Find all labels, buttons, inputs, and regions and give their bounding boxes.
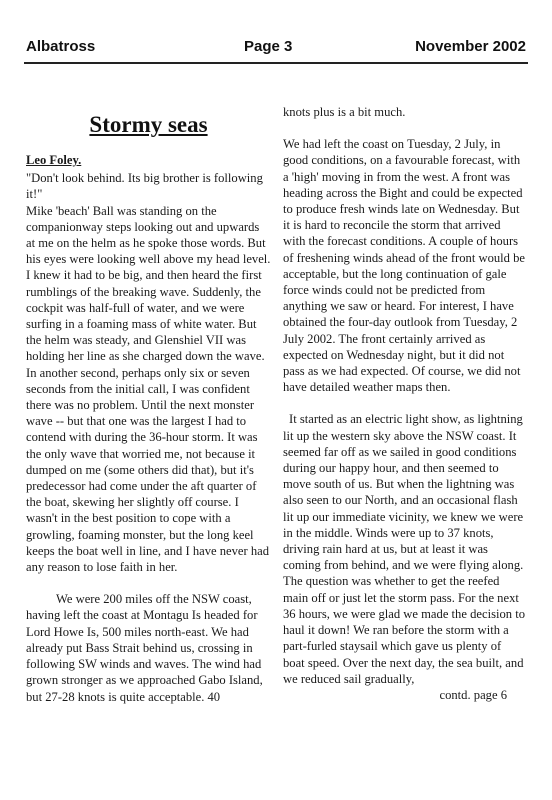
issue-date: November 2002 bbox=[415, 38, 526, 55]
page-number: Page 3 bbox=[244, 38, 293, 55]
article-author: Leo Foley. bbox=[26, 153, 82, 167]
paragraph-wave: Mike 'beach' Ball was standing on the companionway steps looking out and upwards at me on the helm as he spoke those words. But his eyes were looking well above my head level. I knew it had to be big, and then heard the first rumblings of the breaking wave. Suddenly, the cockpit was half-full of water, and we were surfing in a foaming mass of white water. But the helm was steady, and Glenshiel VII was holding her line as she charged down the wave. In another second, perhaps only six or seven seconds from the initial call, I was confident there was no problem. Until the next monster wave -- but that one was the largest I had to contend with during the 36-hour storm. It was the only wave that worried me, not because it dumped on me (some others did that), but it's predecessor had come under the aft quarter of the boat, skewing her slightly off course. I wasn't in the best position to cope with a growling, foaming monster, but the long keel keeps the boat well in line, and I have never had any reason to lose faith in her. bbox=[26, 203, 271, 575]
paragraph-gap bbox=[283, 395, 525, 411]
page-header bbox=[26, 38, 526, 60]
paragraph-gap bbox=[283, 120, 525, 136]
left-column bbox=[26, 112, 271, 705]
right-column bbox=[283, 104, 525, 703]
publication-name: Albatross bbox=[26, 38, 96, 55]
paragraph-voyage: We were 200 miles off the NSW coast, having left the coast at Montagu Is headed for Lord Howe Is, 500 miles north-east. We had already put Bass Strait behind us, crossing in following SW winds and waves. The wind had grown stronger as we approached Gabo Island, but 27-28 knots is quite acceptable. 40 bbox=[26, 592, 263, 704]
paragraph-storm: It started as an electric light show, as lightning lit up the western sky above the NSW coast. It seemed far off as we sailed in good conditions during our happy hour, and then seemed to move south of us. But when the lightning was also seen to our North, and an occasional flash lit up our immediate vicinity, we knew we were in the middle. Winds were up to 37 knots, driving rain hard at us, but at least it was coming from behind, and we were flying along. The question was whether to get the reefed main off or just let the storm pass. For the next 36 hours, we were glad we made the decision to haul it down! We ran before the storm with a part-furled staysail which gave us plenty of boat speed. Over the next day, the sea built, and we reduced sail gradually, bbox=[283, 412, 526, 686]
header-rule bbox=[24, 62, 528, 64]
article-title: Stormy seas bbox=[89, 112, 208, 137]
paragraph-quote: "Don't look behind. Its big brother is following it!" bbox=[26, 171, 263, 202]
paragraph-forecast: We had left the coast on Tuesday, 2 July, in good conditions, on a favourable forecast, with a 'high' moving in from the west. A front was heading across the Bight and could be expected to produce fresh winds late on Wednesday. But it is hard to reconcile the storm that arrived with the forecast conditions. A couple of hours of freshening winds ahead of the front would be acceptable, but the long continuation of gale force winds could not be predicted from anything we saw or heard. For interest, I have obtained the four-day outlook from Tuesday, 2 July 2002. The front certainly arrived as expected on Wednesday night, but it did not pass as we had expected. Of course, we did not have detailed weather maps then. bbox=[283, 137, 526, 395]
paragraph-continuation: knots plus is a bit much. bbox=[283, 105, 406, 119]
continued-note: contd. page 6 bbox=[439, 687, 507, 702]
paragraph-gap bbox=[26, 575, 271, 591]
